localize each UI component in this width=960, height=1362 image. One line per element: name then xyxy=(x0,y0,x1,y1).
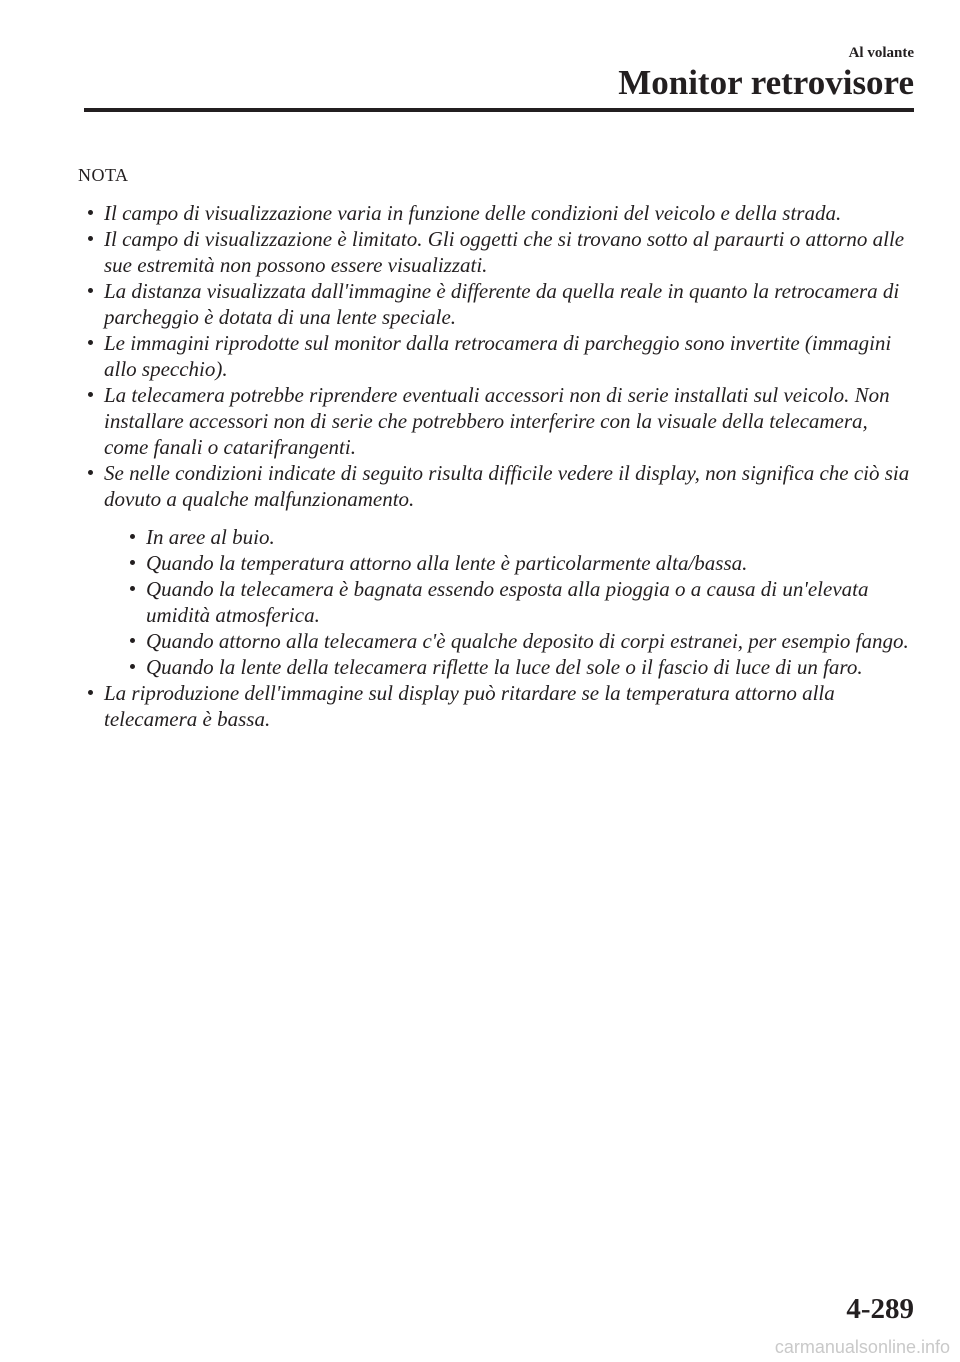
bullet-icon xyxy=(130,534,135,539)
bullet-icon xyxy=(88,340,93,345)
bullet-icon xyxy=(88,210,93,215)
note-list xyxy=(84,200,910,732)
list-item-text: La telecamera potrebbe riprendere eventuali accessori non di serie installati sul veicolo. Non installare accessori non di serie che potrebbero interferire con la visuale della telecamera, come fanali o catarifrangenti. xyxy=(104,383,890,459)
sub-list-item xyxy=(126,550,910,576)
bullet-icon xyxy=(130,586,135,591)
sub-list-item-text: Quando attorno alla telecamera c'è qualche deposito di corpi estranei, per esempio fango. xyxy=(146,629,909,653)
list-item-text: Le immagini riprodotte sul monitor dalla retrocamera di parcheggio sono invertite (immagini allo specchio). xyxy=(104,331,892,381)
list-item-text: Se nelle condizioni indicate di seguito risulta difficile vedere il display, non significa che ciò sia dovuto a qualche malfunzionamento. xyxy=(104,461,910,511)
sub-list-item xyxy=(126,628,910,654)
bullet-icon xyxy=(130,560,135,565)
page-number: 4-289 xyxy=(846,1293,914,1325)
header-divider xyxy=(84,108,914,112)
bullet-icon xyxy=(88,288,93,293)
list-item xyxy=(84,382,910,460)
sub-list-item-text: Quando la lente della telecamera riflette la luce del sole o il fascio di luce di un faro. xyxy=(146,655,863,679)
sub-list-item-text: Quando la temperatura attorno alla lente è particolarmente alta/bassa. xyxy=(146,551,748,575)
list-item xyxy=(84,680,910,732)
bullet-icon xyxy=(88,690,93,695)
sub-list-item-text: Quando la telecamera è bagnata essendo esposta alla pioggia o a causa di un'elevata umidità atmosferica. xyxy=(146,577,869,627)
note-heading: NOTA xyxy=(78,165,129,185)
list-item-text: La distanza visualizzata dall'immagine è differente da quella reale in quanto la retrocamera di parcheggio è dotata di una lente speciale. xyxy=(104,279,900,329)
sub-list-item-text: In aree al buio. xyxy=(146,525,275,549)
list-item xyxy=(84,460,910,680)
bullet-icon xyxy=(130,638,135,643)
list-item xyxy=(84,226,910,278)
sub-list xyxy=(104,524,910,680)
bullet-icon xyxy=(88,392,93,397)
bullet-icon xyxy=(130,664,135,669)
list-item xyxy=(84,330,910,382)
bullet-icon xyxy=(88,236,93,241)
list-item xyxy=(84,200,910,226)
page-title: Monitor retrovisore xyxy=(618,63,914,102)
list-item-text: La riproduzione dell'immagine sul display può ritardare se la temperatura attorno alla telecamera è bassa. xyxy=(104,681,835,731)
list-item-text: Il campo di visualizzazione è limitato. Gli oggetti che si trovano sotto al paraurti o attorno alle sue estremità non possono essere visualizzati. xyxy=(104,227,905,277)
bullet-icon xyxy=(88,470,93,475)
section-label: Al volante xyxy=(848,45,914,61)
sub-list-item xyxy=(126,524,910,550)
list-item xyxy=(84,278,910,330)
list-item-text: Il campo di visualizzazione varia in funzione delle condizioni del veicolo e della strada. xyxy=(104,201,842,225)
watermark: carmanualsonline.info xyxy=(774,1337,950,1357)
sub-list-item xyxy=(126,576,910,628)
sub-list-item xyxy=(126,654,910,680)
note-content xyxy=(84,200,910,732)
